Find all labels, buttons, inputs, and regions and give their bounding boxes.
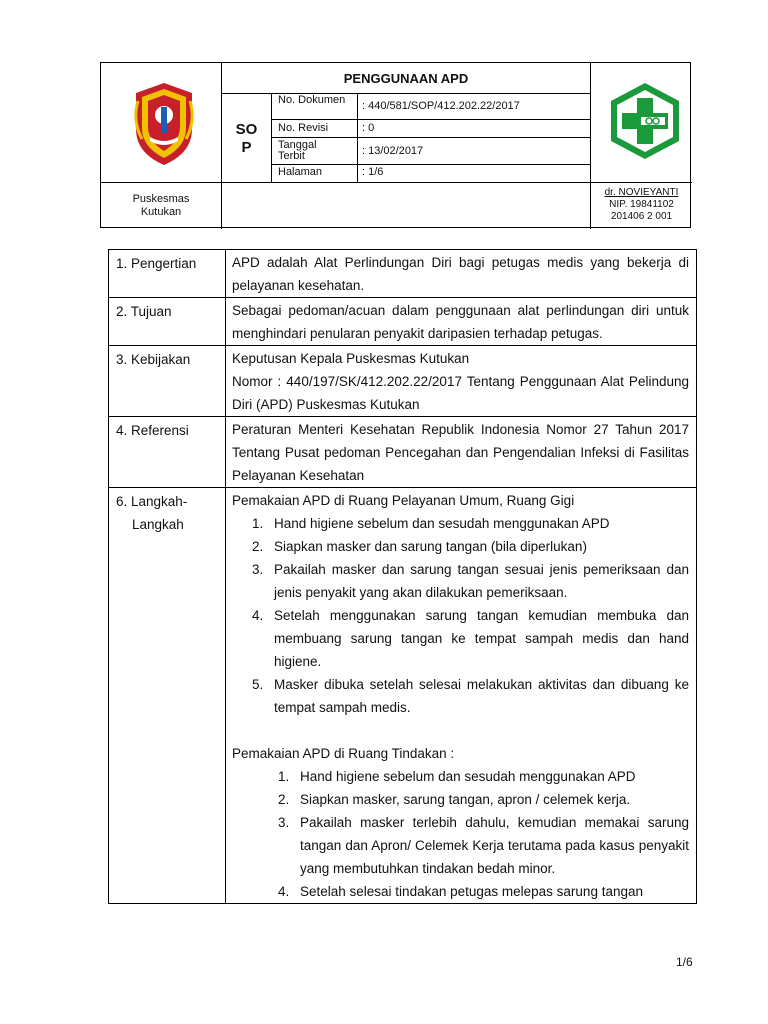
list-item bbox=[252, 673, 689, 719]
list-text: Siapkan masker dan sarung tangan (bila diperlukan) bbox=[274, 539, 587, 554]
list-number: 4. bbox=[278, 884, 290, 899]
list-text: Siapkan masker, sarung tangan, apron / celemek kerja. bbox=[300, 792, 631, 807]
row-tujuan bbox=[109, 298, 696, 346]
org-line2: Kutukan bbox=[140, 206, 182, 218]
text-tujuan: Sebagai pedoman/acuan dalam penggunaan alat perlindungan diri untuk menghindari penularan penyakit daripasien terhadap petugas. bbox=[232, 303, 689, 341]
group1-list bbox=[232, 512, 689, 719]
group2-title: Pemakaian APD di Ruang Tindakan : bbox=[232, 746, 455, 761]
row-langkah bbox=[109, 488, 696, 903]
row-pengertian bbox=[109, 250, 696, 298]
row-referensi bbox=[109, 417, 696, 488]
puskesmas-logo bbox=[609, 81, 681, 161]
list-item bbox=[278, 788, 689, 811]
text-pengertian: APD adalah Alat Perlindungan Diri bagi petugas medis yang bekerja di pelayanan kesehatan. bbox=[232, 255, 689, 293]
meta-value-no-revisi: : 0 bbox=[362, 122, 375, 134]
list-text: Masker dibuka setelah selesai melakukan aktivitas dan dibuang ke tempat sampah medis. bbox=[274, 677, 689, 715]
meta-label-no-revisi: No. Revisi bbox=[278, 122, 329, 134]
group2-list bbox=[232, 765, 689, 903]
list-item bbox=[252, 512, 689, 535]
list-number: 3. bbox=[278, 815, 290, 830]
signer-name: dr. NOVIEYANTI bbox=[604, 187, 679, 198]
group1-title: Pemakaian APD di Ruang Pelayanan Umum, Ruang Gigi bbox=[232, 493, 575, 508]
list-number: 3. bbox=[252, 562, 264, 577]
list-number: 1. bbox=[278, 769, 290, 784]
meta-value-halaman: : 1/6 bbox=[362, 166, 384, 178]
sop-label-line2: P bbox=[241, 139, 252, 156]
list-text: Setelah selesai tindakan petugas melepas sarung tangan bbox=[300, 884, 643, 899]
org-line1: Puskesmas bbox=[132, 193, 190, 205]
label-langkah-line1: 6. Langkah- bbox=[116, 494, 188, 509]
document-title: PENGGUNAAN APD bbox=[343, 71, 469, 86]
page-number: 1/6 bbox=[676, 955, 693, 969]
sop-label-line1: SO bbox=[235, 121, 258, 138]
list-number: 2. bbox=[252, 539, 264, 554]
divider bbox=[221, 93, 590, 94]
row-kebijakan bbox=[109, 346, 696, 417]
text-referensi: Peraturan Menteri Kesehatan Republik Indonesia Nomor 27 Tahun 2017 Tentang Pusat pedoman Pencegahan dan Pengendalian Infeksi di Fasilitas Pelayanan Kesehatan bbox=[232, 422, 689, 483]
list-text: Setelah menggunakan sarung tangan kemudian membuka dan membuang sarung tangan ke tempat sampah medis dan hand higiene. bbox=[274, 608, 689, 669]
meta-value-tanggal-terbit: : 13/02/2017 bbox=[362, 145, 424, 157]
list-text: Hand higiene sebelum dan sesudah menggunakan APD bbox=[274, 516, 610, 531]
meta-label-halaman: Halaman bbox=[278, 166, 323, 178]
signer-block bbox=[591, 187, 692, 223]
sop-content-table bbox=[108, 249, 697, 904]
list-text: Pakailah masker terlebih dahulu, kemudian memakai sarung tangan dan Apron/ Celemek Kerja terutama pada kasus penyakit yang membutuhkan tindakan bedah minor. bbox=[300, 815, 689, 876]
list-item bbox=[278, 811, 689, 880]
text-langkah bbox=[226, 488, 696, 903]
list-item bbox=[252, 535, 689, 558]
divider bbox=[101, 182, 692, 183]
sop-header bbox=[100, 62, 691, 228]
divider bbox=[271, 137, 590, 138]
meta-label-no-dokumen: No. Dokumen bbox=[278, 94, 346, 106]
signer-nip-line1: NIP. 19841102 bbox=[609, 199, 674, 210]
meta-label-tanggal-terbit: Tanggal Terbit bbox=[278, 139, 317, 162]
text-kebijakan bbox=[226, 346, 696, 416]
list-text: Pakailah masker dan sarung tangan sesuai jenis pemeriksaan dan jenis penyakit yang akan dilakukan pemeriksaan. bbox=[274, 562, 689, 600]
list-text: Hand higiene sebelum dan sesudah menggunakan APD bbox=[300, 769, 636, 784]
signer-nip-line2: 201406 2 001 bbox=[610, 211, 673, 222]
organization-name bbox=[101, 193, 221, 219]
kebijakan-line2: Nomor : 440/197/SK/412.202.22/2017 Tentang Penggunaan Alat Pelindung Diri (APD) Puskesmas Kutukan bbox=[232, 374, 689, 412]
list-number: 4. bbox=[252, 608, 264, 623]
kebijakan-line1: Keputusan Kepala Puskesmas Kutukan bbox=[232, 351, 470, 366]
sop-label bbox=[222, 121, 271, 157]
label-tujuan: 2. Tujuan bbox=[109, 298, 226, 345]
label-langkah-line2: Langkah bbox=[132, 517, 184, 532]
list-number: 2. bbox=[278, 792, 290, 807]
label-kebijakan: 3. Kebijakan bbox=[109, 346, 226, 416]
meta-value-no-dokumen: : 440/581/SOP/412.202.22/2017 bbox=[362, 100, 520, 112]
label-pengertian: 1. Pengertian bbox=[109, 250, 226, 297]
kabupaten-seal-logo bbox=[128, 81, 200, 167]
label-langkah bbox=[109, 488, 226, 903]
list-number: 1. bbox=[252, 516, 264, 531]
label-referensi: 4. Referensi bbox=[109, 417, 226, 487]
list-item bbox=[252, 558, 689, 604]
list-item bbox=[278, 765, 689, 788]
list-item bbox=[278, 880, 689, 903]
divider bbox=[271, 119, 590, 120]
list-number: 5. bbox=[252, 677, 264, 692]
list-item bbox=[252, 604, 689, 673]
divider bbox=[271, 164, 590, 165]
